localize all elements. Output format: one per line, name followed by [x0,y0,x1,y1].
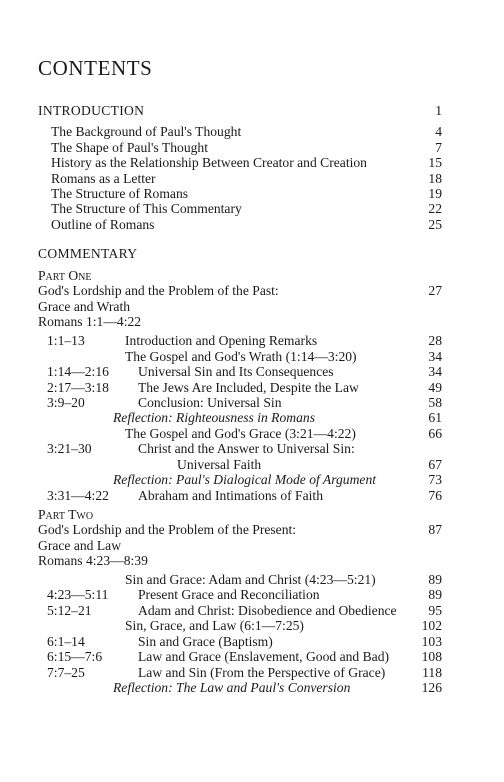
toc-entry [0,457,504,473]
page-number: 66 [428,426,442,441]
entry-title: Universal Sin and Its Consequences [138,364,334,379]
page-number: 89 [428,572,442,587]
page-number: 18 [428,171,442,186]
entry-title: Introduction and Opening Remarks [125,333,318,348]
page-number: 1 [435,103,442,118]
page-number: 108 [421,649,442,664]
toc-entry [0,587,504,603]
entry-title: Grace and Wrath [38,299,131,314]
entry-title: Universal Faith [177,457,262,472]
verse-reference: 3:9–20 [47,395,85,410]
verse-reference: 6:1–14 [47,634,85,649]
toc-entry [0,380,504,396]
page-number: 25 [428,217,442,232]
entry-title: Reflection: Paul's Dialogical Mode of Argument [113,472,377,487]
toc-entry [0,140,504,156]
page-number: 76 [428,488,442,503]
verse-reference: 2:17—3:18 [47,380,109,395]
toc-entry [0,395,504,411]
toc-entry [0,268,504,284]
toc-entry [0,314,504,330]
toc-entry [0,680,504,696]
toc-entry [0,217,504,233]
page-number: 49 [428,380,442,395]
entry-title: Reflection: The Law and Paul's Conversion [113,680,351,695]
verse-reference: 6:15—7:6 [47,649,103,664]
entry-title: Conclusion: Universal Sin [138,395,282,410]
entry-title: Sin and Grace (Baptism) [138,634,273,649]
page-number: 27 [428,283,442,298]
page-number: 19 [428,186,442,201]
verse-reference: 1:1–13 [47,333,85,348]
entry-title: The Background of Paul's Thought [51,124,242,139]
page-number: 89 [428,587,442,602]
page-number: 15 [428,155,442,170]
page-number: 22 [428,201,442,216]
entry-title: The Gospel and God's Wrath (1:14—3:20) [125,349,357,364]
entry-title: Outline of Romans [51,217,155,232]
entry-title: Part Two [38,507,94,522]
toc-entry [0,522,504,538]
toc-entry [0,618,504,634]
entry-title: The Gospel and God's Grace (3:21—4:22) [125,426,356,441]
toc-entry [0,201,504,217]
toc-entry [0,649,504,665]
toc-entry [0,441,504,457]
page-number: 28 [428,333,442,348]
entry-title: Romans 1:1—4:22 [38,314,142,329]
toc-entry [0,124,504,140]
entry-title: Law and Sin (From the Perspective of Grace) [138,665,386,680]
entry-title: Sin, Grace, and Law (6:1—7:25) [125,618,304,633]
toc-entry [0,333,504,349]
entry-title: Reflection: Righteousness in Romans [113,410,315,425]
toc-entry [0,553,504,569]
entry-title: COMMENTARY [38,246,138,261]
toc-entry [0,634,504,650]
toc-entry [0,665,504,681]
toc-entry [0,186,504,202]
entry-title: The Jews Are Included, Despite the Law [138,380,359,395]
page-number: 102 [421,618,442,633]
toc-entry [0,283,504,299]
toc-entry [0,103,504,119]
toc-entry [0,299,504,315]
toc-entry [0,349,504,365]
toc-entry [0,171,504,187]
entry-title: Sin and Grace: Adam and Christ (4:23—5:21) [125,572,376,587]
entry-title: Romans 4:23—8:39 [38,553,148,568]
page-number: 4 [435,124,442,139]
entry-title: The Structure of This Commentary [51,201,242,216]
verse-reference: 4:23—5:11 [47,587,109,602]
toc-entry [0,426,504,442]
entry-title: Grace and Law [38,538,122,553]
entry-title: Christ and the Answer to Universal Sin: [138,441,355,456]
page-number: 34 [428,364,442,379]
page-number: 61 [428,410,442,425]
toc-entry [0,155,504,171]
page-number: 87 [428,522,442,537]
toc-entry [0,364,504,380]
toc-entry [0,572,504,588]
entry-title: God's Lordship and the Problem of the Past: [38,283,279,298]
entry-title: Law and Grace (Enslavement, Good and Bad) [138,649,390,664]
page-number: 126 [421,680,442,695]
entry-title: Present Grace and Reconciliation [138,587,320,602]
entry-title: Part One [38,268,92,283]
toc-entry [0,246,504,262]
verse-reference: 7:7–25 [47,665,85,680]
toc-entry [0,488,504,504]
entry-title: History as the Relationship Between Creator and Creation [51,155,367,170]
toc-entry [0,507,504,523]
verse-reference: 1:14—2:16 [47,364,109,379]
toc-entry [0,603,504,619]
page-number: 118 [422,665,442,680]
entry-title: Romans as a Letter [51,171,156,186]
verse-reference: 3:31—4:22 [47,488,109,503]
entry-title: Abraham and Intimations of Faith [138,488,323,503]
page-number: 103 [421,634,442,649]
verse-reference: 3:21–30 [47,441,92,456]
entry-title: INTRODUCTION [38,103,145,118]
toc-entry [0,410,504,426]
entry-title: Adam and Christ: Disobedience and Obedience [138,603,397,618]
entry-title: The Structure of Romans [51,186,189,201]
page-title: CONTENTS [38,56,153,80]
page-number: 34 [428,349,442,364]
page-number: 67 [428,457,442,472]
entry-title: God's Lordship and the Problem of the Present: [38,522,297,537]
entry-title: The Shape of Paul's Thought [51,140,208,155]
toc-entry [0,538,504,554]
page-number: 7 [435,140,442,155]
page-number: 95 [428,603,442,618]
page-number: 73 [428,472,442,487]
verse-reference: 5:12–21 [47,603,92,618]
page-number: 58 [428,395,442,410]
toc-entry [0,472,504,488]
